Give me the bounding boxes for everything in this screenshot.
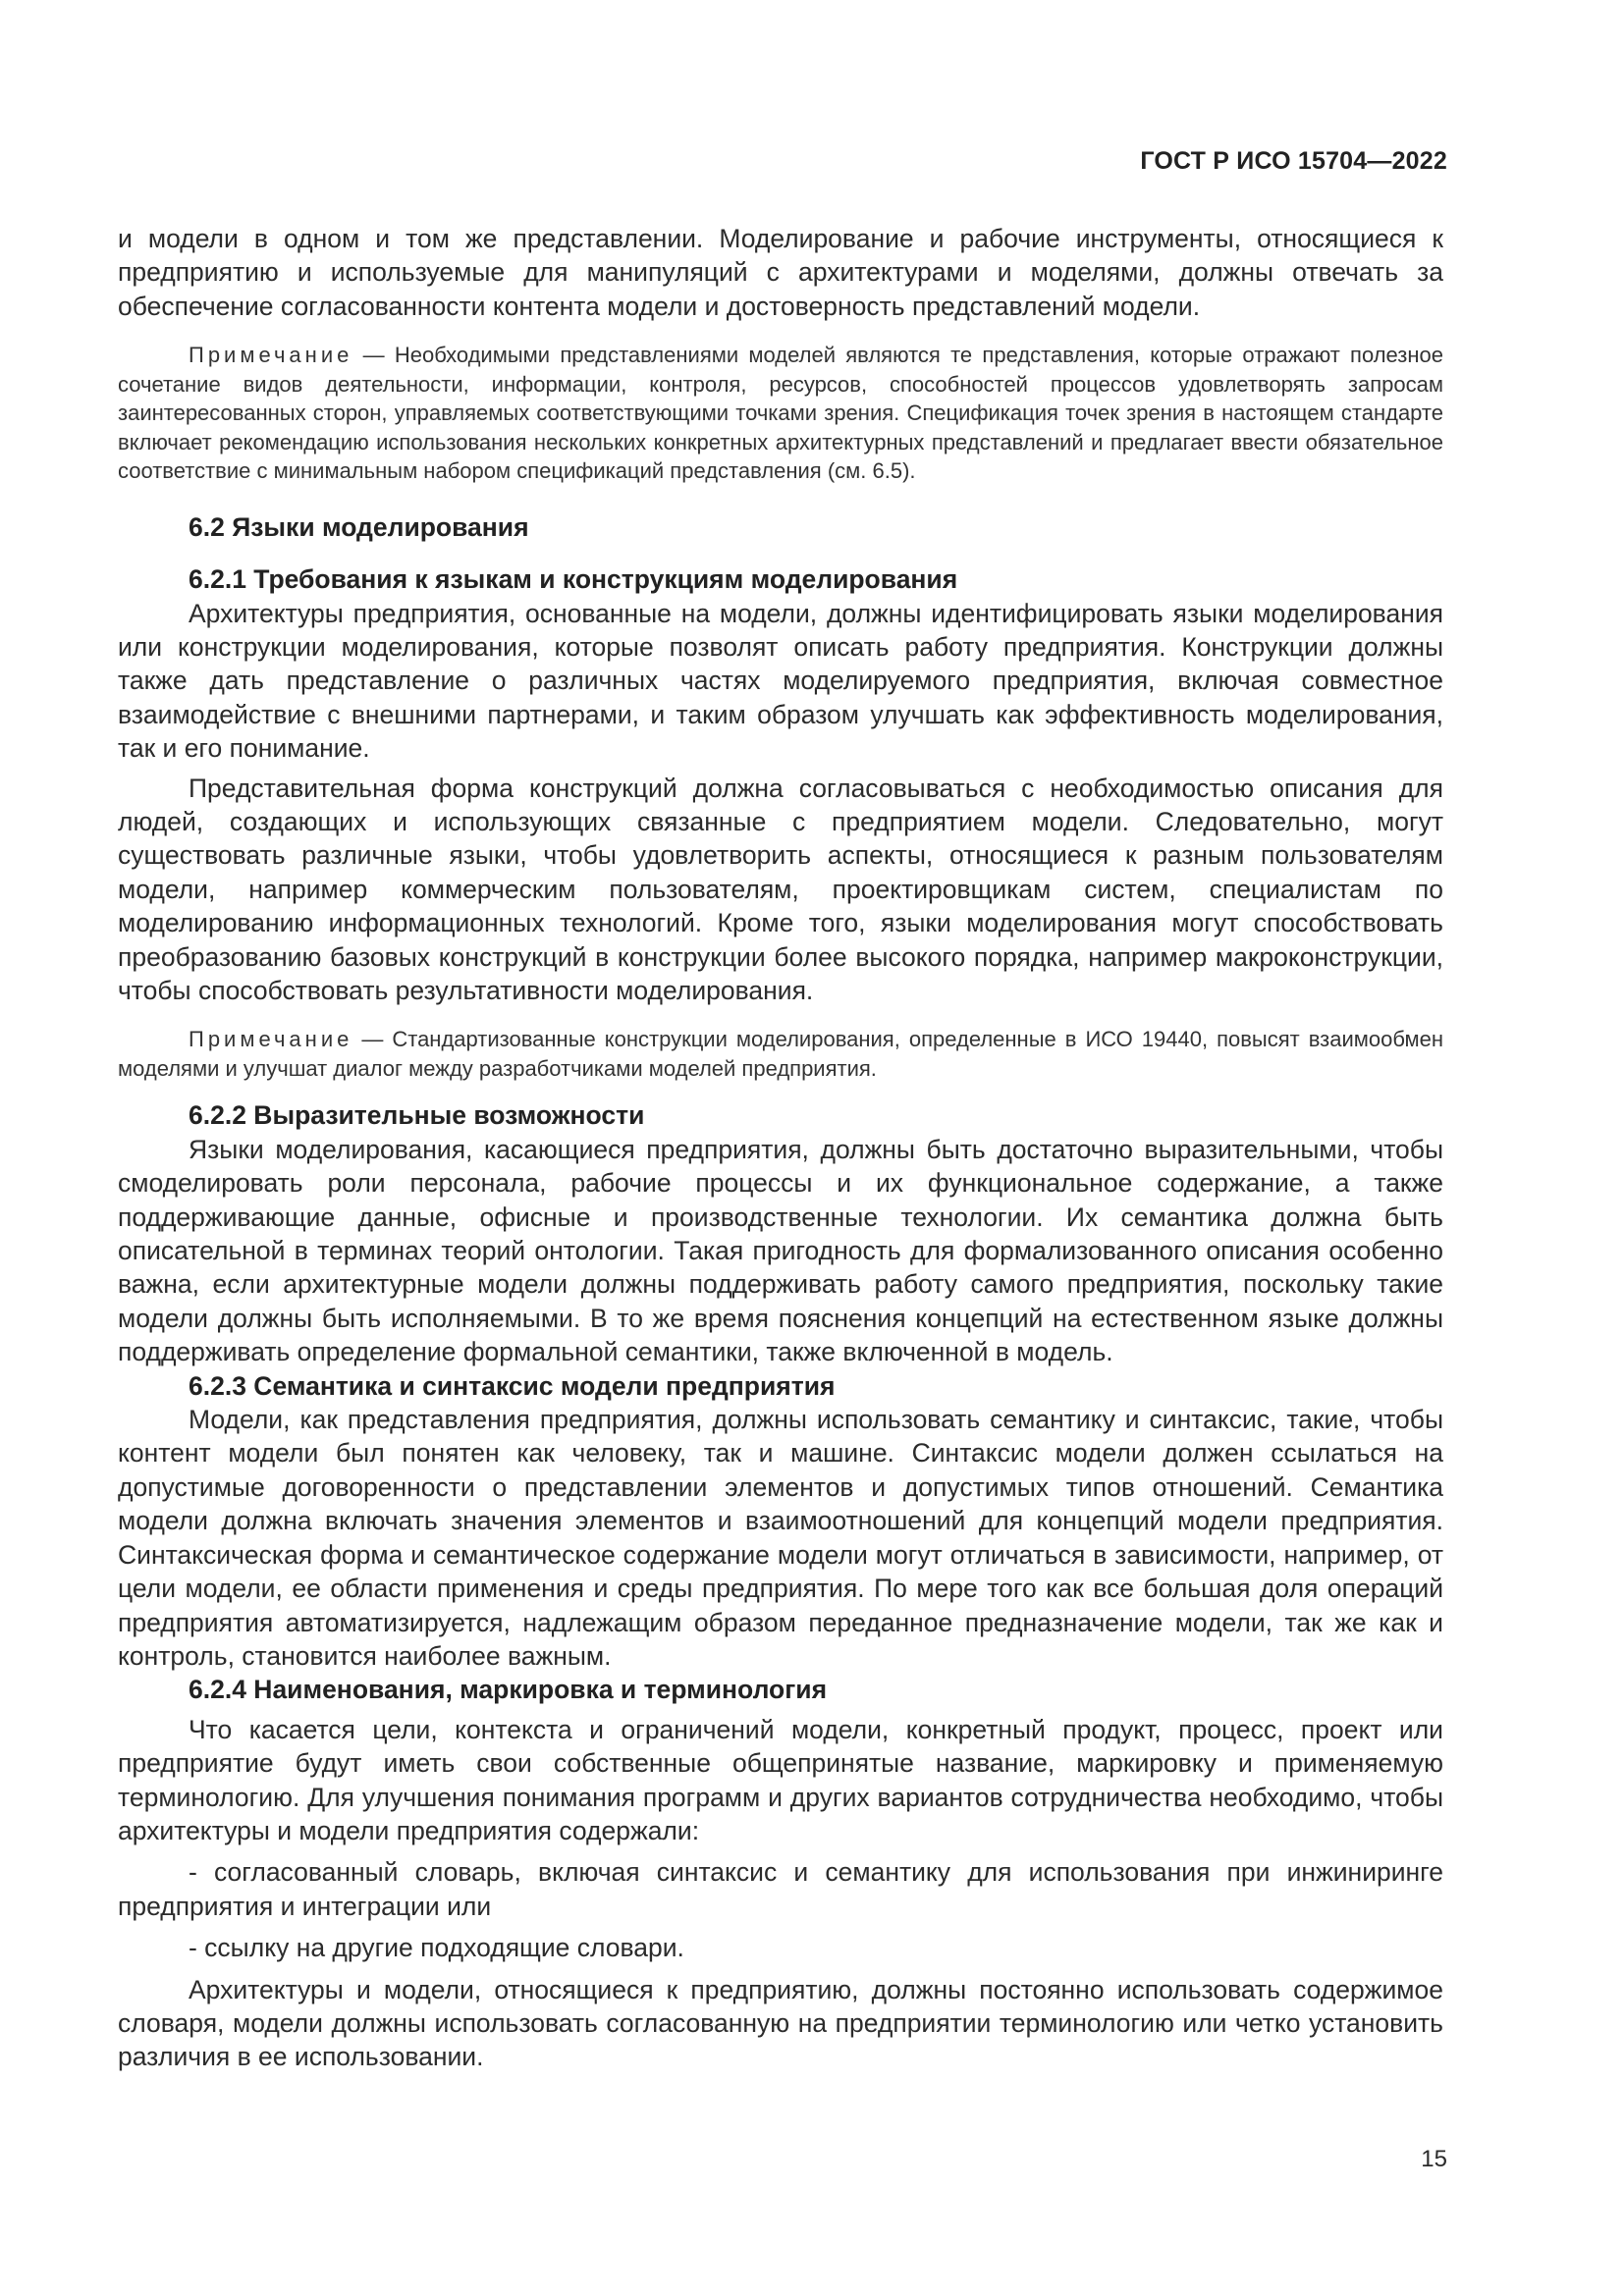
note-2-label: Примечание (189, 1027, 353, 1052)
note-2-text: — Стандартизованные конструкции моделирования, определенные в ИСО 19440, повысят взаимообмен моделями и улучшат диалог между разработчиками моделей предприятия. (118, 1027, 1443, 1081)
section-heading-6-2-1: 6.2.1 Требования к языкам и конструкциям моделирования (189, 564, 958, 595)
list-item-1: - согласованный словарь, включая синтаксис и семантику для использования при инжиниринге предприятия и интеграции или (118, 1857, 1443, 1921)
note-1-text: — Необходимыми представлениями моделей являются те представления, которые отражают полезное сочетание видов деятельности, информации, контроля, ресурсов, способностей процессов удовлетворять запросам заинтересованных сторон, управляемых соответствующими точками зрения. Спецификация точек зрения в настоящем стандарте включает рекомендацию использования нескольких конкретных архитектурных представлений и предлагает ввести обязательное соответствие с минимальным набором спецификаций представления (см. 6.5). (118, 343, 1443, 484)
note-2 (118, 1025, 1443, 1083)
section-heading-6-2: 6.2 Языки моделирования (189, 511, 529, 542)
paragraph-6-2-3: Модели, как представления предприятия, должны использовать семантику и синтаксис, такие, чтобы контент модели был понятен как человеку, так и машине. Синтаксис модели должен ссылаться на допустимые договоренности о представлении элементов и допустимых типов отношений. Семантика модели должна включать значения элементов и взаимоотношений для концепций модели предприятия. Синтаксическая форма и семантическое содержание модели могут отличаться в зависимости, например, от цели модели, ее области применения и среды предприятия. По мере того как все большая доля операций предприятия автоматизируется, надлежащим образом переданное предназначение модели, так же как и контроль, становится наиболее важным. (118, 1405, 1443, 1671)
paragraph-6-2-2: Языки моделирования, касающиеся предприятия, должны быть достаточно выразительными, чтобы смоделировать роли персонала, рабочие процессы и их функциональное содержание, а также поддерживающие данные, офисные и производственные технологии. Их семантика должна быть описательной в терминах теорий онтологии. Такая пригодность для формализованного описания особенно важна, если архитектурные модели должны поддерживать работу самого предприятия, поскольку такие модели должны быть исполняемыми. В то же время пояснения концепций на естественном языке должны поддерживать определение формальной семантики, также включенной в модель. (118, 1134, 1443, 1367)
section-heading-6-2-2: 6.2.2 Выразительные возможности (189, 1100, 645, 1131)
standard-code-header: ГОСТ Р ИСО 15704—2022 (1140, 147, 1447, 175)
section-heading-6-2-3: 6.2.3 Семантика и синтаксис модели предприятия (189, 1370, 836, 1401)
page-number: 15 (1421, 2146, 1447, 2172)
note-1-label: Примечание (189, 343, 353, 368)
paragraph-6-2-1-a: Архитектуры предприятия, основанные на модели, должны идентифицировать языки моделирования или конструкции моделирования, которые позволят описать работу предприятия. Конструкции должны также дать представление о различных частях моделируемого предприятия, включая совместное взаимодействие с внешними партнерами, и таким образом улучшать как эффективность моделирования, так и его понимание. (118, 598, 1443, 764)
intro-paragraph: и модели в одном и том же представлении. Моделирование и рабочие инструменты, относящиеся к предприятию и используемые для манипуляций с архитектурами и моделями, должны отвечать за обеспечение согласованности контента модели и достоверность представлений модели. (118, 224, 1443, 321)
paragraph-6-2-1-b: Представительная форма конструкций должна согласовываться с необходимостью описания для людей, создающих и использующих связанные с предприятием модели. Следовательно, могут существовать различные языки, чтобы удовлетворить аспекты, относящиеся к разным пользователям модели, например коммерческим пользователям, проектировщикам систем, специалистам по моделированию информационных технологий. Кроме того, языки моделирования могут способствовать преобразованию базовых конструкций в конструкции более высокого порядка, например макроконструкции, чтобы способствовать результативности моделирования. (118, 773, 1443, 1005)
page-content (118, 222, 1443, 2074)
section-heading-6-2-4: 6.2.4 Наименования, маркировка и терминология (189, 1675, 828, 1705)
list-item-2: - ссылку на другие подходящие словари. (189, 1933, 684, 1963)
paragraph-6-2-4-b: Архитектуры и модели, относящиеся к предприятию, должны постоянно использовать содержимое словаря, модели должны использовать согласованную на предприятии терминологию или четко установить различия в ее использовании. (118, 1974, 1443, 2072)
paragraph-6-2-4-a: Что касается цели, контекста и ограничений модели, конкретный продукт, процесс, проект или предприятие будут иметь свои собственные общепринятые название, маркировку и применяемую терминологию. Для улучшения понимания программ и других вариантов сотрудничества необходимо, чтобы архитектуры и модели предприятия содержали: (118, 1714, 1443, 1845)
note-1 (118, 341, 1443, 486)
